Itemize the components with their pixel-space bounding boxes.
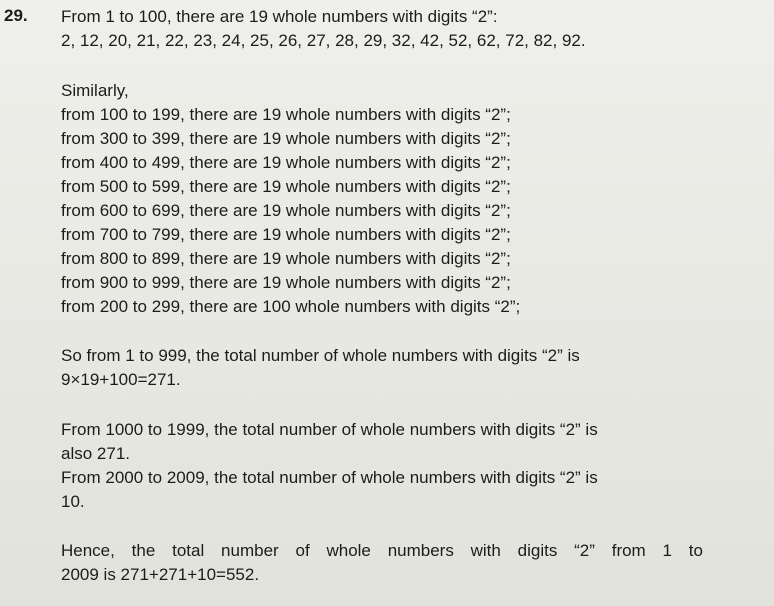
similarly-heading: Similarly, [61,81,129,100]
total-statement: So from 1 to 999, the total number of whole numbers with digits “2” is [61,346,580,365]
conclusion-word: to [688,541,703,560]
range-line: from 500 to 599, there are 19 whole numbers with digits “2”; [61,177,511,196]
range-line: from 800 to 899, there are 19 whole numbers with digits “2”; [61,249,511,268]
number-list: 2, 12, 20, 21, 22, 23, 24, 25, 26, 27, 28, 29, 32, 42, 52, 62, 72, 82, 92. [61,31,586,50]
solution-body [61,5,761,587]
range-line: from 200 to 299, there are 100 whole numbers with digits “2”; [61,297,521,316]
conclusion-word: the [131,541,156,560]
conclusion-word: Hence, [61,541,115,560]
range-line: from 100 to 199, there are 19 whole numbers with digits “2”; [61,105,511,124]
conclusion-line [61,539,703,563]
conclusion-equation: 2009 is 271+271+10=552. [61,565,260,584]
total-equation: 9×19+100=271. [61,370,181,389]
conclusion-word: digits [517,541,558,560]
conclusion-word: 1 [662,541,672,560]
conclusion-word: of [295,541,310,560]
range-line: from 300 to 399, there are 19 whole numbers with digits “2”; [61,129,511,148]
conclusion-word: with [470,541,501,560]
range-1000-statement: From 1000 to 1999, the total number of whole numbers with digits “2” is [61,420,598,439]
range-line: from 600 to 699, there are 19 whole numbers with digits “2”; [61,201,511,220]
conclusion-word: “2” [574,541,595,560]
range-line: from 900 to 999, there are 19 whole numbers with digits “2”; [61,273,511,292]
range-line: from 400 to 499, there are 19 whole numbers with digits “2”; [61,153,511,172]
range-2000-statement: From 2000 to 2009, the total number of whole numbers with digits “2” is [61,468,598,487]
conclusion-word: number [221,541,279,560]
conclusion-word: total [172,541,205,560]
range-1000-value: also 271. [61,444,130,463]
intro-line: From 1 to 100, there are 19 whole numbers with digits “2”: [61,7,498,26]
conclusion-word: from [611,541,646,560]
conclusion-word: whole [326,541,371,560]
conclusion-word: numbers [387,541,454,560]
question-number: 29. [4,6,28,25]
range-line: from 700 to 799, there are 19 whole numbers with digits “2”; [61,225,511,244]
range-2000-value: 10. [61,492,85,511]
